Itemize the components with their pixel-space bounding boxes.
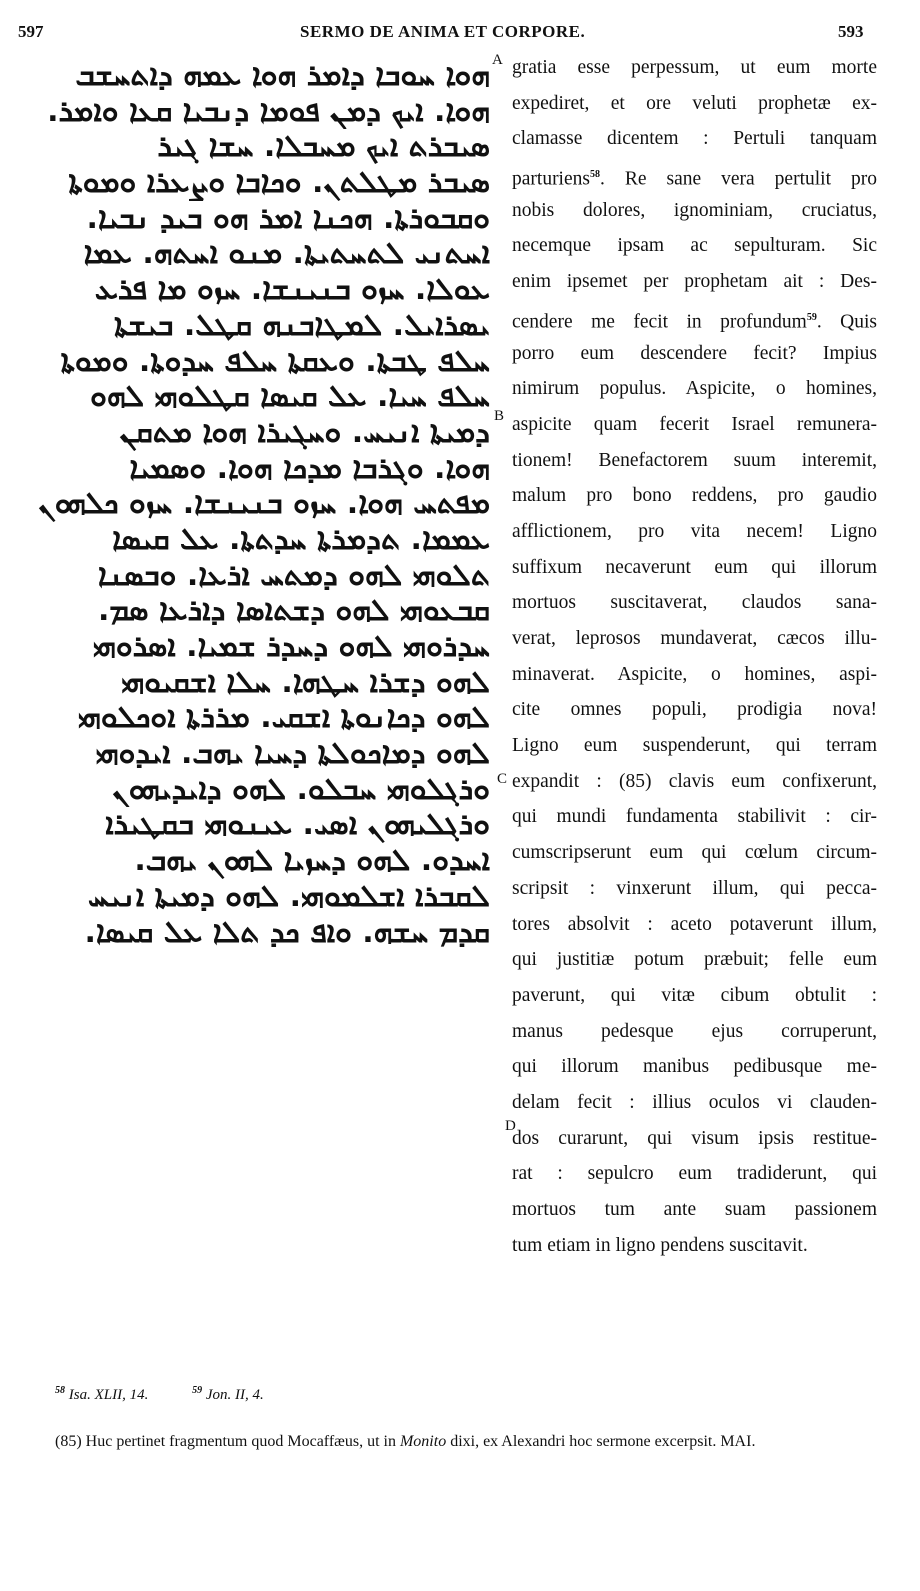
- latin-line: expandit : (85) clavis eum confixerunt,: [512, 770, 877, 792]
- page-number-left: 597: [18, 22, 44, 41]
- syriac-line: ܗܘܐ. ܐܝܟ ܕܡܢ ܦܘܡܐ ܕܢܒܝܐ ܩܥܐ ܘܐܡܪ.: [47, 93, 490, 129]
- latin-line: afflictionem, pro vita necem! Ligno: [512, 520, 877, 542]
- latin-line: qui justitiæ potum præbuit; felle eum: [512, 949, 877, 971]
- latin-line: parturiens$^{58}$. Re sane vera pertulit pro: [512, 168, 877, 190]
- latin-line: qui illorum manibus pedibusque me-: [512, 1056, 877, 1078]
- footnote-marker: 58: [589, 169, 600, 181]
- editor-note: (85) Huc pertinet fragmentum quod Mocaffæus, ut in Monito dixi, ex Alexandri hoc sermone excerpsit. MAI.: [55, 1433, 756, 1450]
- latin-line: dos curarunt, qui visum ipsis restitue-: [512, 1127, 877, 1149]
- section-mark-d: D: [505, 1118, 516, 1134]
- syriac-line: ܚܕܪܘܗܝ ܠܗܘ ܕܚܕܪ ܫܡܝܐ. ܐܣܪܘܗܝ: [92, 629, 490, 664]
- syriac-line: ܘܩܒܘܪܬܐ. ܗܟܢܐ ܐܡܪ ܗܘ ܒܝܕ ܢܒܝܐ.: [86, 200, 490, 236]
- latin-line: paverunt, qui vitæ cibum obtulit :: [512, 984, 877, 1006]
- latin-line: clamasse dicentem : Pertuli tanquam: [512, 128, 877, 150]
- latin-line: suffixum necaverunt eum qui illorum: [512, 556, 877, 578]
- syriac-line: ܗܘܐ. ܘܓܪܒܐ ܡܕܟܐ ܗܘܐ. ܘܣܡܝܐ: [129, 450, 490, 486]
- syriac-line: ܩܕܡ ܚܫܗ. ܘܐܦ ܟܕ ܬܠܐ ܥܠ ܩܝܣܐ.: [84, 914, 490, 950]
- latin-line: cite omnes populi, prodigia nova!: [512, 699, 877, 721]
- latin-line: minaverat. Aspicite, o homines, aspi-: [512, 663, 877, 685]
- latin-line: expediret, et ore veluti prophetæ ex-: [512, 92, 877, 114]
- syriac-line: ܘܪܓܠܝܗܘܢ ܐܣܝ. ܥܝܢܘܗܝ ܒܩܛܝܪܐ: [105, 807, 490, 843]
- latin-line: cendere me fecit in profundum$^{59}$. Quis: [512, 311, 878, 333]
- latin-line: qui mundi fundamenta stabilivit : cir-: [512, 806, 877, 828]
- latin-line: rat : sepulcro eum tradiderunt, qui: [512, 1163, 877, 1185]
- footnote-58: $^{58}$ Isa. XLII, 14.: [55, 1385, 149, 1403]
- syriac-line: ܠܗܘ ܕܡܐܟܘܠܬܐ ܕܚܝܐ ܝܗܒ. ܐܝܕܘܗܝ: [95, 736, 490, 772]
- syriac-line: ܥܡܡܐ. ܬܕܡܪܬܐ ܚܕܬܬܐ. ܥܠ ܩܝܣܐ: [112, 521, 490, 557]
- latin-column: [512, 50, 877, 1263]
- latin-line: aspicite quam fecerit Israel remunera-: [512, 413, 877, 435]
- latin-line: verat, leprosos mundaverat, cæcos illu-: [512, 628, 877, 649]
- latin-line: Ligno eum suspenderunt, qui terram: [512, 735, 877, 757]
- latin-line: scripsit : vinxerunt illum, qui pecca-: [512, 877, 877, 899]
- syriac-line: ܠܩܒܪܐ ܐܫܠܡܘܗܝ. ܠܗܘ ܕܡܝܬܐ ܐܢܝܚ: [87, 878, 490, 914]
- footnotes: [55, 1385, 304, 1404]
- section-mark-b: B: [494, 408, 505, 424]
- syriac-line: ܐܚܕܘ. ܠܗܘ ܕܚܙܝܐ ܠܗܘܢ ܝܗܒ.: [134, 843, 490, 879]
- syriac-line: ܝܣܪܐܝܠ. ܠܡܛܐܒܢܗ ܩܛܠ. ܒܝܫܬܐ: [114, 307, 490, 343]
- footnote-59: $^{59}$ Jon. II, 4.: [192, 1385, 264, 1403]
- syriac-line: ܠܗܘ ܕܟܐܢܘܬܐ ܐܫܩܝ. ܡܪܪܬܐ ܐܘܟܠܘܗܝ: [77, 700, 490, 736]
- latin-line: nimirum populus. Aspicite, o homines,: [512, 378, 877, 400]
- syriac-line: ܠܗܘ ܕܫܪܐ ܚܛܗܐ. ܚܠܐ ܐܫܩܝܘܗܝ: [121, 664, 490, 700]
- latin-line: mortuos tum ante suam passionem: [512, 1199, 877, 1220]
- latin-line: necemque ipsam ac sepulturam. Sic: [512, 235, 877, 257]
- latin-line: gratia esse perpessum, ut eum morte: [512, 57, 877, 78]
- syriac-line: ܥܘܠܐ. ܚܙܘ ܒܢܝܢܫܐ. ܚܙܘ ܡܐ ܦܪܥ: [94, 272, 490, 308]
- syriac-line: ܚܠܦ ܚܝܐ. ܥܠ ܩܝܣܐ ܩܛܠܘܗܝ ܠܗܘ: [90, 379, 490, 415]
- latin-line: nobis dolores, ignominiam, cruciatus,: [512, 199, 877, 221]
- syriac-line: ܕܡܝܬܐ ܐܢܝܚ. ܘܚܓܝܪܐ ܗܘܐ ܡܬܩܢ: [119, 414, 490, 450]
- footnote-marker: 59: [806, 311, 817, 323]
- latin-line: cumscripserunt eum qui cœlum circum-: [512, 842, 877, 864]
- latin-line: enim ipsemet per prophetam ait : Des-: [512, 271, 877, 293]
- section-mark-a: A: [492, 52, 503, 68]
- syriac-line: ܗܘܐ ܚܘܒܐ ܕܐܡܪ ܗܘܐ ܥܡܗ ܕܐܬܚܫܒ: [75, 58, 490, 93]
- syriac-line: ܣܝܒܪ ܡܛܠܬܢ. ܘܟܐܒܐ ܘܨܥܪܐ ܘܡܘܬܐ: [68, 165, 490, 201]
- syriac-line: ܩܒܥܘܗܝ ܠܗܘ ܕܫܬܐܣܐ ܕܐܪܥܐ ܣܡ.: [97, 593, 490, 629]
- syriac-line: ܡܦܬܚ ܗܘܐ. ܚܙܘ ܒܢܝܢܫܐ. ܚܙܘ ܟܠܗܘܢ: [38, 486, 490, 522]
- latin-line: tores absolvit : aceto potaverunt illum,: [512, 913, 877, 935]
- latin-line: delam fecit : illius oculos vi clauden-: [512, 1091, 877, 1113]
- section-mark-c: C: [497, 771, 508, 787]
- syriac-line: ܘܪܓܠܘܗܝ ܚܒܠܘ. ܠܗܘ ܕܐܝܕܝܗܘܢ: [112, 771, 490, 807]
- syriac-line: ܬܠܘܗܝ ܠܗܘ ܕܡܬܚ ܐܪܥܐ. ܘܒܣܢܐ: [97, 557, 490, 593]
- latin-line: mortuos suscitaverat, claudos sana-: [512, 592, 877, 614]
- syriac-line: ܣܝܒܪܬ ܐܝܟ ܡܚܒܠܐ. ܚܫܐ ܓܝܪ: [157, 129, 490, 165]
- latin-line: tum etiam in ligno pendens suscitavit.: [512, 1234, 808, 1256]
- page-number-right: 593: [838, 22, 864, 41]
- running-title: SERMO DE ANIMA ET CORPORE.: [300, 22, 586, 41]
- latin-line: porro eum descendere fecit? Impius: [512, 342, 877, 364]
- syriac-column: [20, 58, 490, 950]
- syriac-line: ܚܠܦ ܛܒܬܐ. ܘܥܩܬܐ ܚܠܦ ܚܕܘܬܐ. ܘܡܘܬܐ: [60, 343, 490, 379]
- latin-line: manus pedesque ejus corruperunt,: [512, 1020, 877, 1042]
- latin-line: tionem! Benefactorem suum interemit,: [512, 449, 877, 471]
- running-header: [0, 22, 920, 50]
- latin-line: malum pro bono reddens, pro gaudio: [512, 485, 877, 507]
- syriac-line: ܐܚܬܢܝ ܠܬܚܬܝܬܐ. ܡܢܘ ܐܚܬܗ. ܥܡܐ: [83, 236, 490, 272]
